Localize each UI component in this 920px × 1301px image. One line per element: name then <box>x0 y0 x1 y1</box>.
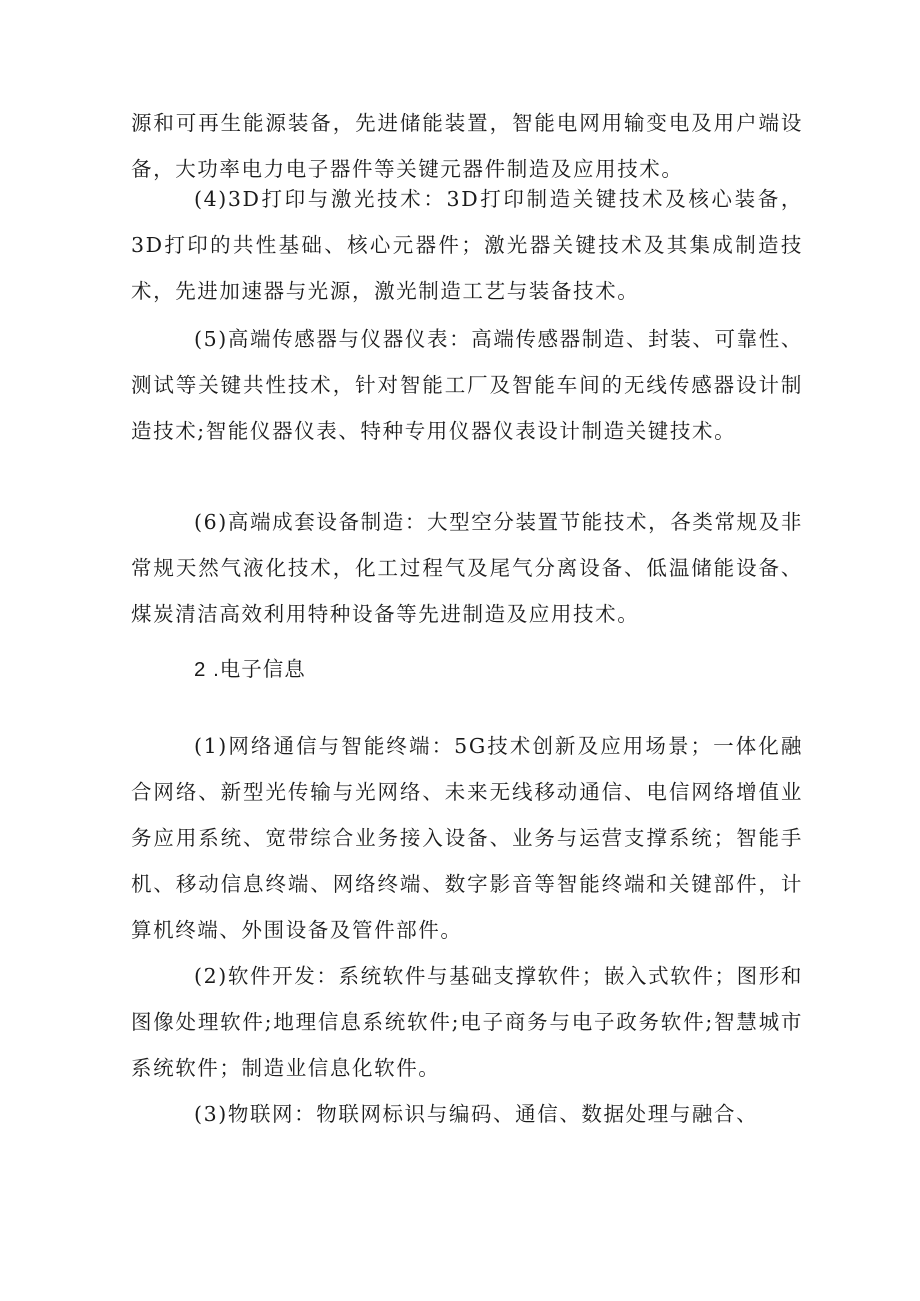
body-paragraph: (3)物联网：物联网标识与编码、通信、数据处理与融合、 <box>194 1102 759 1126</box>
body-paragraph: 源和可再生能源装备，先进储能装置，智能电网用输变电及用户端设备，大功率电力电子器件等关键元器件制造及应用技术。 <box>131 111 803 181</box>
section-heading: 2 .电子信息 <box>194 658 306 681</box>
paragraph-iot <box>131 1091 803 1137</box>
paragraph-software-development <box>131 953 803 1091</box>
paragraph-sensors-instruments <box>131 316 803 454</box>
paragraph-complete-equipment <box>131 499 803 637</box>
section-heading-electronic-info <box>131 647 803 693</box>
body-paragraph: (6)高端成套设备制造：大型空分装置节能技术，各类常规及非常规天然气液化技术，化工过程气及尾气分离设备、低温储能设备、煤炭清洁高效利用特种设备等先进制造及应用技术。 <box>131 510 803 626</box>
body-paragraph: (4)3D打印与激光技术：3D打印制造关键技术及核心装备，3D打印的共性基础、核心元器件；激光器关键技术及其集成制造技术，先进加速器与光源，激光制造工艺与装备技术。 <box>131 187 803 303</box>
paragraph-3d-printing-laser <box>131 176 803 314</box>
body-paragraph: (5)高端传感器与仪器仪表：高端传感器制造、封装、可靠性、测试等关键共性技术，针对智能工厂及智能车间的无线传感器设计制造技术;智能仪器仪表、特种专用仪器仪表设计制造关键技术。 <box>131 327 803 443</box>
body-paragraph: (2)软件开发：系统软件与基础支撑软件；嵌入式软件；图形和图像处理软件;地理信息系统软件;电子商务与电子政务软件;智慧城市系统软件；制造业信息化软件。 <box>131 964 803 1080</box>
body-paragraph: (1)网络通信与智能终端：5G技术创新及应用场景；一体化融合网络、新型光传输与光网络、未来无线移动通信、电信网络增值业务应用系统、宽带综合业务接入设备、业务与运营支撑系统；智能手机、移动信息终端、网络终端、数字影音等智能终端和关键部件，计算机终端、外围设备及管件部件。 <box>131 734 803 942</box>
paragraph-network-terminals <box>131 723 803 953</box>
